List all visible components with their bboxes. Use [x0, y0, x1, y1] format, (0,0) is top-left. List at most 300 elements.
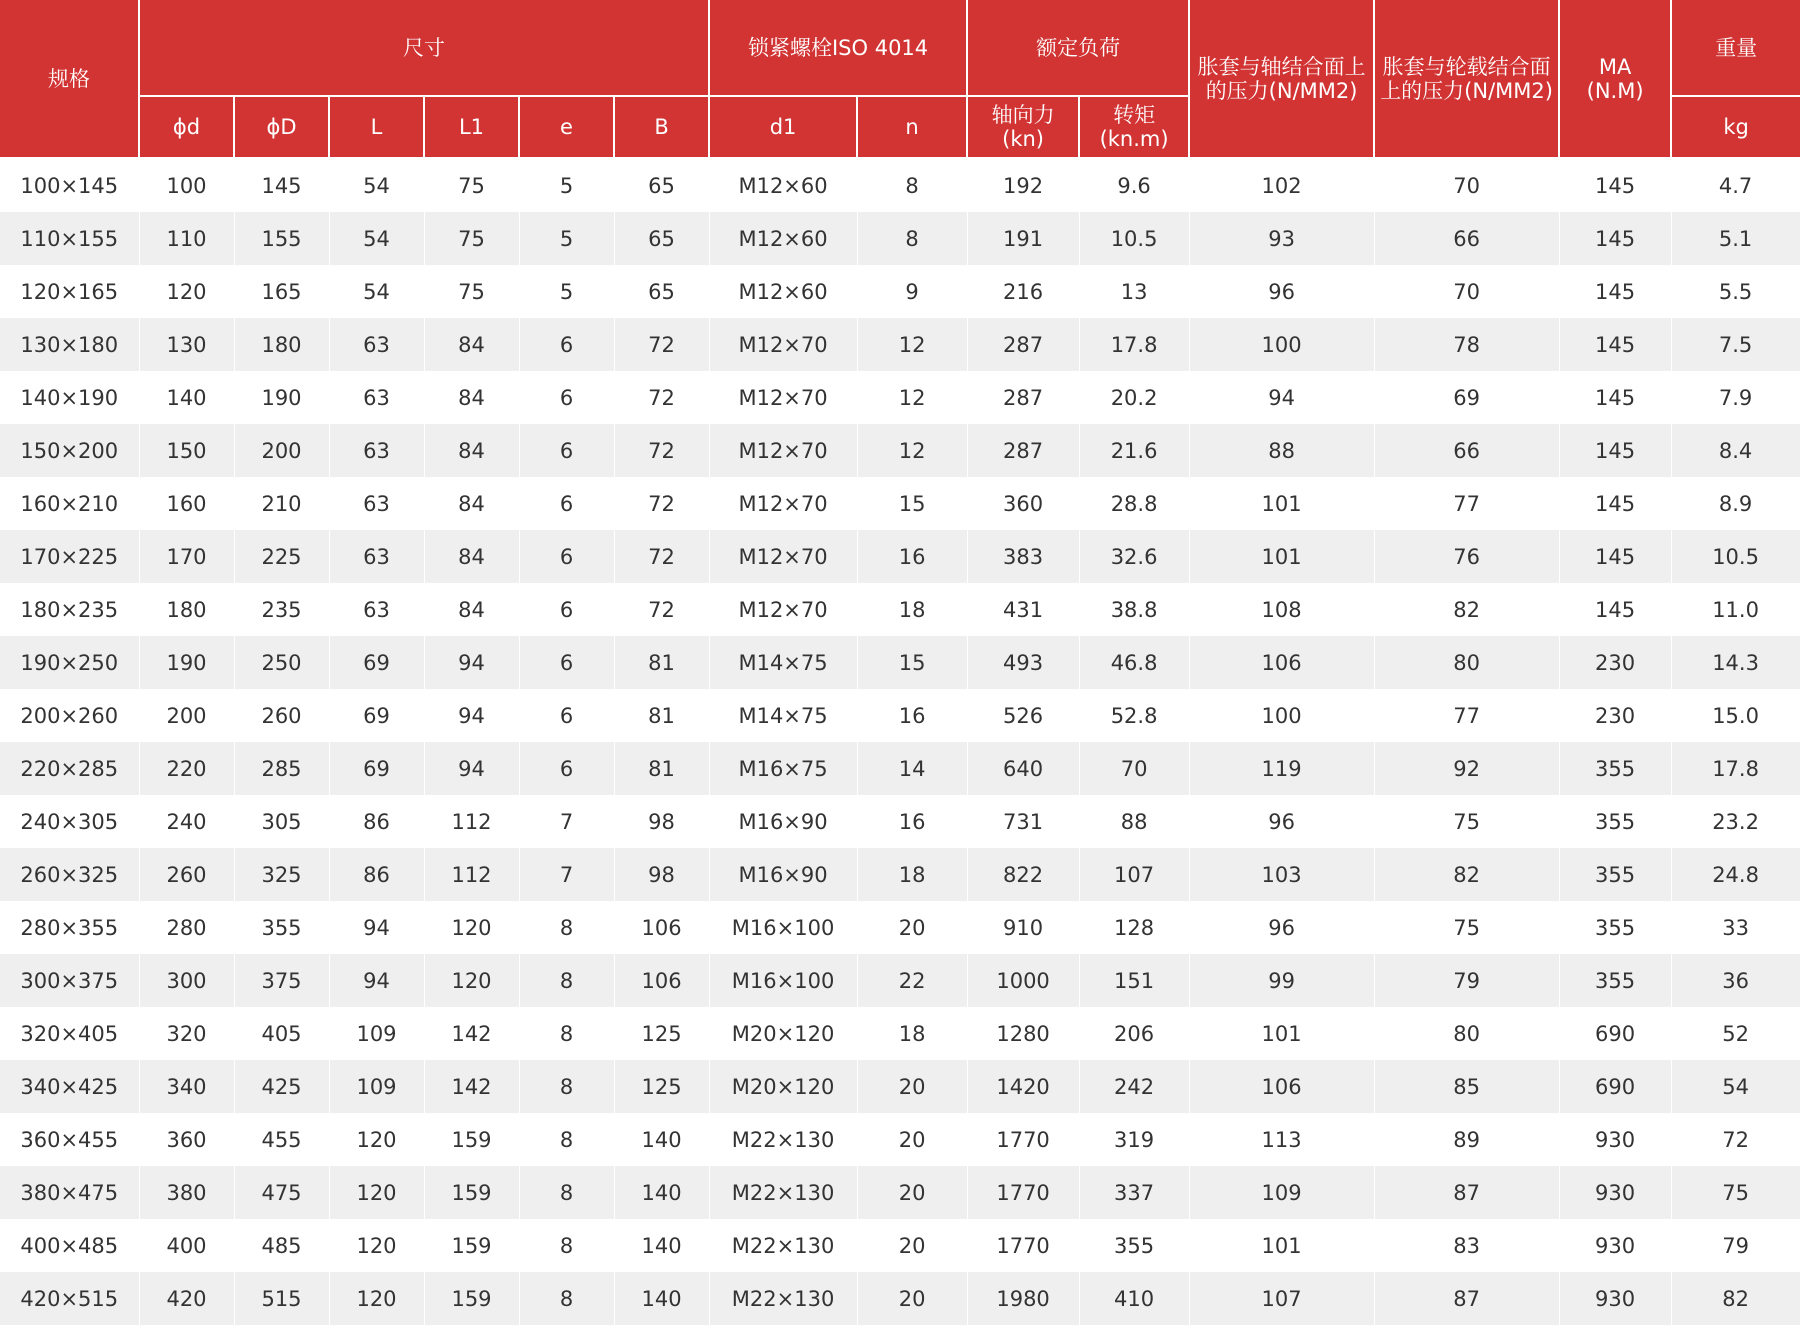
cell-shaft-pressure: 94	[1189, 371, 1374, 424]
cell-weight: 4.7	[1671, 158, 1800, 212]
cell-d1: M16×90	[709, 848, 857, 901]
cell-phi-D: 190	[234, 371, 329, 424]
cell-axial-force: 287	[967, 371, 1079, 424]
cell-L1: 84	[424, 477, 519, 530]
cell-L1: 120	[424, 954, 519, 1007]
cell-shaft-pressure: 109	[1189, 1166, 1374, 1219]
cell-e: 6	[519, 477, 614, 530]
cell-shaft-pressure: 99	[1189, 954, 1374, 1007]
cell-ma: 690	[1559, 1060, 1671, 1113]
table-body	[0, 158, 1800, 1325]
cell-hub-pressure: 66	[1374, 212, 1559, 265]
cell-L: 109	[329, 1060, 424, 1113]
cell-L: 63	[329, 318, 424, 371]
cell-ma: 930	[1559, 1166, 1671, 1219]
cell-ma: 355	[1559, 742, 1671, 795]
cell-weight: 33	[1671, 901, 1800, 954]
header-ma	[1559, 0, 1671, 158]
cell-torque: 9.6	[1079, 158, 1189, 212]
cell-torque: 21.6	[1079, 424, 1189, 477]
header-torque-label: 转矩	[1113, 103, 1156, 127]
header-ma-unit: (N.M)	[1586, 78, 1644, 103]
cell-axial-force: 1000	[967, 954, 1079, 1007]
cell-torque: 32.6	[1079, 530, 1189, 583]
cell-axial-force: 640	[967, 742, 1079, 795]
cell-L1: 159	[424, 1219, 519, 1272]
cell-B: 72	[614, 583, 709, 636]
cell-spec: 130×180	[0, 318, 139, 371]
header-bolt-group: 锁紧螺栓ISO 4014	[709, 0, 967, 96]
cell-ma: 145	[1559, 318, 1671, 371]
cell-n: 16	[857, 795, 967, 848]
table-row	[0, 1219, 1800, 1272]
header-axial-force-label: 轴向力	[991, 103, 1055, 127]
cell-d1: M22×130	[709, 1166, 857, 1219]
cell-axial-force: 360	[967, 477, 1079, 530]
cell-shaft-pressure: 96	[1189, 265, 1374, 318]
header-ma-label: MA	[1598, 54, 1632, 79]
table-row	[0, 1007, 1800, 1060]
cell-shaft-pressure: 101	[1189, 1007, 1374, 1060]
cell-axial-force: 287	[967, 424, 1079, 477]
cell-hub-pressure: 82	[1374, 848, 1559, 901]
cell-hub-pressure: 78	[1374, 318, 1559, 371]
cell-spec: 400×485	[0, 1219, 139, 1272]
cell-n: 18	[857, 583, 967, 636]
cell-phi-d: 170	[139, 530, 234, 583]
cell-phi-D: 375	[234, 954, 329, 1007]
cell-axial-force: 1280	[967, 1007, 1079, 1060]
cell-torque: 128	[1079, 901, 1189, 954]
cell-n: 20	[857, 1219, 967, 1272]
cell-n: 14	[857, 742, 967, 795]
cell-ma: 690	[1559, 1007, 1671, 1060]
table-row	[0, 583, 1800, 636]
cell-phi-d: 380	[139, 1166, 234, 1219]
cell-spec: 320×405	[0, 1007, 139, 1060]
cell-phi-d: 300	[139, 954, 234, 1007]
cell-axial-force: 1980	[967, 1272, 1079, 1325]
cell-B: 106	[614, 901, 709, 954]
cell-phi-D: 485	[234, 1219, 329, 1272]
cell-ma: 355	[1559, 901, 1671, 954]
cell-phi-d: 190	[139, 636, 234, 689]
cell-weight: 11.0	[1671, 583, 1800, 636]
cell-shaft-pressure: 102	[1189, 158, 1374, 212]
cell-d1: M12×70	[709, 530, 857, 583]
cell-weight: 17.8	[1671, 742, 1800, 795]
cell-weight: 7.5	[1671, 318, 1800, 371]
table-row	[0, 954, 1800, 1007]
header-load-group: 额定负荷	[967, 0, 1189, 96]
cell-ma: 355	[1559, 954, 1671, 1007]
table-row	[0, 371, 1800, 424]
cell-shaft-pressure: 103	[1189, 848, 1374, 901]
table-row	[0, 848, 1800, 901]
cell-torque: 88	[1079, 795, 1189, 848]
cell-e: 8	[519, 954, 614, 1007]
header-weight: 重量	[1671, 0, 1800, 96]
table-row	[0, 318, 1800, 371]
cell-hub-pressure: 75	[1374, 901, 1559, 954]
cell-L: 63	[329, 371, 424, 424]
cell-L1: 94	[424, 742, 519, 795]
cell-B: 125	[614, 1060, 709, 1113]
cell-spec: 140×190	[0, 371, 139, 424]
cell-B: 98	[614, 848, 709, 901]
cell-B: 106	[614, 954, 709, 1007]
cell-B: 72	[614, 530, 709, 583]
cell-d1: M14×75	[709, 636, 857, 689]
cell-d1: M20×120	[709, 1007, 857, 1060]
cell-weight: 24.8	[1671, 848, 1800, 901]
cell-hub-pressure: 77	[1374, 477, 1559, 530]
cell-L1: 75	[424, 158, 519, 212]
cell-ma: 145	[1559, 265, 1671, 318]
cell-n: 8	[857, 212, 967, 265]
cell-L1: 112	[424, 795, 519, 848]
cell-spec: 200×260	[0, 689, 139, 742]
cell-n: 20	[857, 1272, 967, 1325]
cell-ma: 145	[1559, 583, 1671, 636]
cell-e: 6	[519, 583, 614, 636]
cell-d1: M14×75	[709, 689, 857, 742]
cell-hub-pressure: 83	[1374, 1219, 1559, 1272]
header-d1: d1	[709, 96, 857, 158]
cell-n: 12	[857, 371, 967, 424]
cell-e: 6	[519, 742, 614, 795]
cell-d1: M12×60	[709, 158, 857, 212]
cell-ma: 355	[1559, 795, 1671, 848]
cell-L1: 142	[424, 1060, 519, 1113]
cell-hub-pressure: 89	[1374, 1113, 1559, 1166]
cell-L1: 120	[424, 901, 519, 954]
cell-axial-force: 383	[967, 530, 1079, 583]
cell-spec: 340×425	[0, 1060, 139, 1113]
cell-L1: 84	[424, 371, 519, 424]
cell-phi-D: 235	[234, 583, 329, 636]
cell-phi-D: 250	[234, 636, 329, 689]
cell-spec: 220×285	[0, 742, 139, 795]
cell-phi-d: 110	[139, 212, 234, 265]
cell-ma: 355	[1559, 848, 1671, 901]
cell-spec: 190×250	[0, 636, 139, 689]
cell-torque: 10.5	[1079, 212, 1189, 265]
cell-torque: 242	[1079, 1060, 1189, 1113]
cell-e: 6	[519, 371, 614, 424]
header-weight-unit: kg	[1671, 96, 1800, 158]
cell-L: 63	[329, 530, 424, 583]
table-row	[0, 477, 1800, 530]
cell-spec: 100×145	[0, 158, 139, 212]
cell-B: 81	[614, 742, 709, 795]
cell-L1: 159	[424, 1113, 519, 1166]
cell-d1: M12×70	[709, 371, 857, 424]
cell-L1: 94	[424, 689, 519, 742]
cell-e: 6	[519, 424, 614, 477]
cell-axial-force: 1770	[967, 1166, 1079, 1219]
cell-phi-d: 260	[139, 848, 234, 901]
cell-B: 65	[614, 212, 709, 265]
cell-d1: M16×100	[709, 954, 857, 1007]
cell-weight: 36	[1671, 954, 1800, 1007]
cell-phi-D: 515	[234, 1272, 329, 1325]
table-row	[0, 689, 1800, 742]
cell-shaft-pressure: 93	[1189, 212, 1374, 265]
cell-torque: 13	[1079, 265, 1189, 318]
cell-shaft-pressure: 107	[1189, 1272, 1374, 1325]
table-header	[0, 0, 1800, 158]
cell-spec: 300×375	[0, 954, 139, 1007]
cell-d1: M12×70	[709, 424, 857, 477]
cell-shaft-pressure: 119	[1189, 742, 1374, 795]
cell-shaft-pressure: 96	[1189, 901, 1374, 954]
cell-spec: 160×210	[0, 477, 139, 530]
cell-spec: 110×155	[0, 212, 139, 265]
cell-phi-d: 400	[139, 1219, 234, 1272]
table-row	[0, 265, 1800, 318]
cell-shaft-pressure: 108	[1189, 583, 1374, 636]
cell-weight: 8.4	[1671, 424, 1800, 477]
cell-weight: 75	[1671, 1166, 1800, 1219]
header-phi-d: ϕd	[139, 96, 234, 158]
cell-phi-d: 130	[139, 318, 234, 371]
cell-axial-force: 910	[967, 901, 1079, 954]
cell-phi-d: 340	[139, 1060, 234, 1113]
cell-axial-force: 431	[967, 583, 1079, 636]
cell-n: 9	[857, 265, 967, 318]
table-row	[0, 742, 1800, 795]
cell-phi-D: 455	[234, 1113, 329, 1166]
cell-hub-pressure: 70	[1374, 158, 1559, 212]
cell-n: 15	[857, 477, 967, 530]
cell-axial-force: 731	[967, 795, 1079, 848]
cell-hub-pressure: 69	[1374, 371, 1559, 424]
cell-ma: 930	[1559, 1113, 1671, 1166]
cell-phi-D: 355	[234, 901, 329, 954]
table-row	[0, 636, 1800, 689]
cell-L: 69	[329, 689, 424, 742]
cell-phi-d: 200	[139, 689, 234, 742]
cell-e: 8	[519, 1219, 614, 1272]
cell-spec: 280×355	[0, 901, 139, 954]
cell-shaft-pressure: 101	[1189, 530, 1374, 583]
cell-d1: M22×130	[709, 1272, 857, 1325]
cell-L: 69	[329, 742, 424, 795]
cell-d1: M16×90	[709, 795, 857, 848]
cell-L1: 159	[424, 1166, 519, 1219]
header-shaft-pressure: 胀套与轴结合面上的压力(N/MM2)	[1189, 0, 1374, 158]
cell-spec: 150×200	[0, 424, 139, 477]
cell-spec: 420×515	[0, 1272, 139, 1325]
cell-hub-pressure: 77	[1374, 689, 1559, 742]
cell-phi-d: 180	[139, 583, 234, 636]
cell-phi-d: 100	[139, 158, 234, 212]
cell-B: 140	[614, 1113, 709, 1166]
cell-torque: 410	[1079, 1272, 1189, 1325]
table-row	[0, 901, 1800, 954]
cell-L1: 94	[424, 636, 519, 689]
table-row	[0, 1060, 1800, 1113]
cell-B: 125	[614, 1007, 709, 1060]
cell-d1: M12×70	[709, 318, 857, 371]
header-e: e	[519, 96, 614, 158]
cell-L: 63	[329, 477, 424, 530]
cell-axial-force: 822	[967, 848, 1079, 901]
cell-weight: 8.9	[1671, 477, 1800, 530]
cell-n: 8	[857, 158, 967, 212]
cell-phi-D: 180	[234, 318, 329, 371]
cell-n: 12	[857, 318, 967, 371]
cell-weight: 7.9	[1671, 371, 1800, 424]
cell-torque: 337	[1079, 1166, 1189, 1219]
cell-phi-d: 220	[139, 742, 234, 795]
cell-ma: 930	[1559, 1272, 1671, 1325]
cell-e: 8	[519, 901, 614, 954]
cell-phi-D: 475	[234, 1166, 329, 1219]
cell-phi-d: 420	[139, 1272, 234, 1325]
cell-torque: 20.2	[1079, 371, 1189, 424]
cell-phi-d: 320	[139, 1007, 234, 1060]
cell-phi-D: 260	[234, 689, 329, 742]
cell-L1: 159	[424, 1272, 519, 1325]
cell-torque: 206	[1079, 1007, 1189, 1060]
cell-d1: M12×70	[709, 583, 857, 636]
cell-torque: 28.8	[1079, 477, 1189, 530]
cell-e: 5	[519, 212, 614, 265]
cell-phi-D: 225	[234, 530, 329, 583]
cell-L: 94	[329, 901, 424, 954]
cell-d1: M12×60	[709, 265, 857, 318]
cell-ma: 145	[1559, 530, 1671, 583]
cell-hub-pressure: 80	[1374, 1007, 1559, 1060]
cell-n: 18	[857, 848, 967, 901]
cell-phi-d: 240	[139, 795, 234, 848]
cell-n: 22	[857, 954, 967, 1007]
cell-e: 6	[519, 530, 614, 583]
cell-weight: 14.3	[1671, 636, 1800, 689]
cell-B: 72	[614, 371, 709, 424]
cell-L: 54	[329, 212, 424, 265]
cell-B: 72	[614, 477, 709, 530]
table-row	[0, 530, 1800, 583]
cell-L: 54	[329, 158, 424, 212]
cell-torque: 70	[1079, 742, 1189, 795]
cell-weight: 15.0	[1671, 689, 1800, 742]
cell-L1: 84	[424, 424, 519, 477]
cell-L1: 84	[424, 583, 519, 636]
cell-hub-pressure: 92	[1374, 742, 1559, 795]
cell-axial-force: 1770	[967, 1113, 1079, 1166]
header-size-group: 尺寸	[139, 0, 709, 96]
cell-axial-force: 1770	[967, 1219, 1079, 1272]
cell-B: 72	[614, 424, 709, 477]
cell-weight: 79	[1671, 1219, 1800, 1272]
cell-ma: 145	[1559, 424, 1671, 477]
cell-n: 20	[857, 1166, 967, 1219]
cell-ma: 145	[1559, 477, 1671, 530]
header-n: n	[857, 96, 967, 158]
cell-B: 140	[614, 1219, 709, 1272]
cell-phi-d: 160	[139, 477, 234, 530]
cell-ma: 145	[1559, 212, 1671, 265]
table-row	[0, 424, 1800, 477]
header-torque	[1079, 96, 1189, 158]
cell-L: 120	[329, 1166, 424, 1219]
cell-hub-pressure: 87	[1374, 1166, 1559, 1219]
cell-L1: 75	[424, 212, 519, 265]
cell-weight: 54	[1671, 1060, 1800, 1113]
cell-torque: 52.8	[1079, 689, 1189, 742]
cell-spec: 240×305	[0, 795, 139, 848]
cell-ma: 145	[1559, 158, 1671, 212]
header-axial-force	[967, 96, 1079, 158]
cell-shaft-pressure: 113	[1189, 1113, 1374, 1166]
cell-phi-d: 140	[139, 371, 234, 424]
cell-hub-pressure: 79	[1374, 954, 1559, 1007]
cell-hub-pressure: 76	[1374, 530, 1559, 583]
cell-L: 63	[329, 583, 424, 636]
header-L: L	[329, 96, 424, 158]
cell-torque: 46.8	[1079, 636, 1189, 689]
cell-hub-pressure: 82	[1374, 583, 1559, 636]
cell-phi-D: 305	[234, 795, 329, 848]
table-row	[0, 1272, 1800, 1325]
cell-e: 8	[519, 1272, 614, 1325]
cell-weight: 5.1	[1671, 212, 1800, 265]
cell-torque: 107	[1079, 848, 1189, 901]
cell-phi-d: 280	[139, 901, 234, 954]
cell-weight: 23.2	[1671, 795, 1800, 848]
cell-L: 120	[329, 1113, 424, 1166]
cell-n: 18	[857, 1007, 967, 1060]
table-row	[0, 212, 1800, 265]
cell-B: 81	[614, 689, 709, 742]
cell-ma: 230	[1559, 636, 1671, 689]
cell-axial-force: 1420	[967, 1060, 1079, 1113]
cell-hub-pressure: 87	[1374, 1272, 1559, 1325]
cell-e: 8	[519, 1060, 614, 1113]
cell-weight: 82	[1671, 1272, 1800, 1325]
cell-n: 15	[857, 636, 967, 689]
cell-L: 63	[329, 424, 424, 477]
cell-hub-pressure: 66	[1374, 424, 1559, 477]
cell-L1: 112	[424, 848, 519, 901]
cell-B: 65	[614, 158, 709, 212]
cell-shaft-pressure: 101	[1189, 477, 1374, 530]
cell-L: 120	[329, 1219, 424, 1272]
cell-L1: 84	[424, 530, 519, 583]
cell-shaft-pressure: 106	[1189, 1060, 1374, 1113]
cell-ma: 145	[1559, 371, 1671, 424]
cell-shaft-pressure: 88	[1189, 424, 1374, 477]
cell-L1: 142	[424, 1007, 519, 1060]
cell-phi-D: 325	[234, 848, 329, 901]
cell-B: 140	[614, 1166, 709, 1219]
cell-axial-force: 192	[967, 158, 1079, 212]
table-row	[0, 1166, 1800, 1219]
cell-d1: M12×60	[709, 212, 857, 265]
header-torque-unit: (kn.m)	[1099, 127, 1169, 151]
cell-L: 120	[329, 1272, 424, 1325]
cell-weight: 10.5	[1671, 530, 1800, 583]
cell-phi-D: 405	[234, 1007, 329, 1060]
cell-hub-pressure: 80	[1374, 636, 1559, 689]
cell-shaft-pressure: 100	[1189, 689, 1374, 742]
cell-shaft-pressure: 106	[1189, 636, 1374, 689]
cell-B: 72	[614, 318, 709, 371]
cell-e: 6	[519, 318, 614, 371]
